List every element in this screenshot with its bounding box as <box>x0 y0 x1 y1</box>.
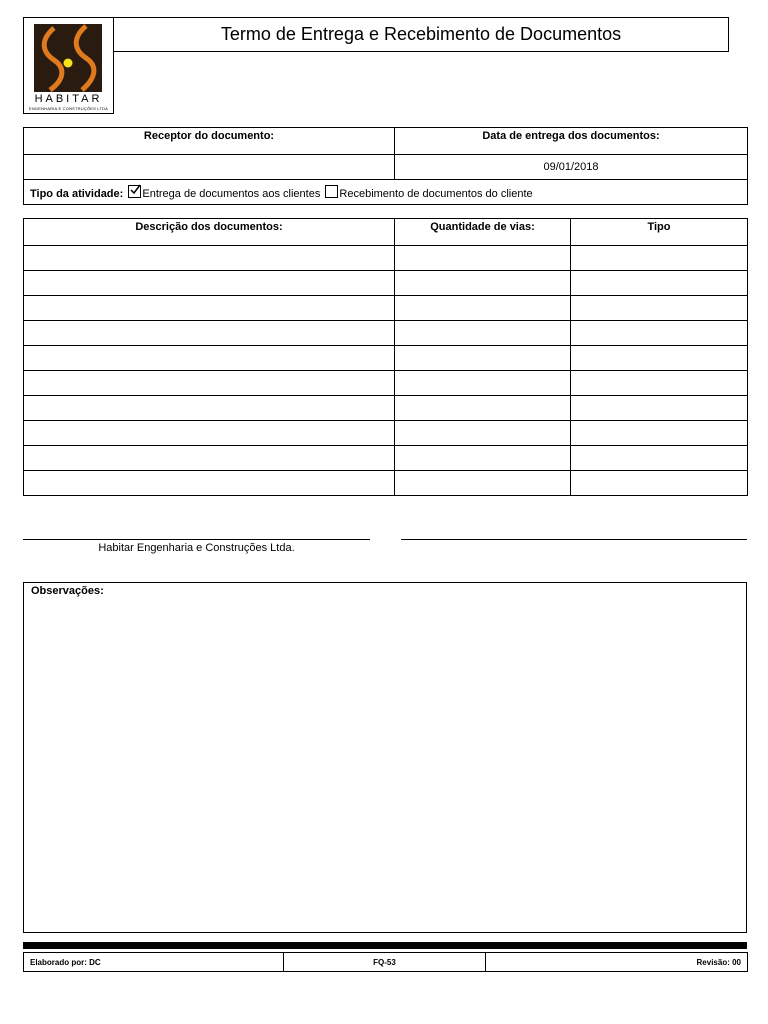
table-row <box>24 421 748 446</box>
date-label: Data de entrega dos documentos: <box>395 128 748 155</box>
descricao-cell[interactable] <box>24 371 395 396</box>
tipo-cell[interactable] <box>571 446 748 471</box>
observations-box[interactable] <box>23 582 747 933</box>
quantidade-cell[interactable] <box>395 396 571 421</box>
quantidade-cell[interactable] <box>395 246 571 271</box>
table-row <box>24 246 748 271</box>
quantidade-cell[interactable] <box>395 421 571 446</box>
info-table <box>23 127 748 205</box>
documents-table <box>23 218 748 496</box>
logo-subtitle: ENGENHARIA E CONSTRUÇÕES LTDA <box>28 106 109 111</box>
tipo-cell[interactable] <box>571 371 748 396</box>
descricao-cell[interactable] <box>24 271 395 296</box>
signature-company-label: Habitar Engenharia e Construções Ltda. <box>98 542 295 554</box>
date-field[interactable]: 09/01/2018 <box>395 155 748 180</box>
header-quantidade: Quantidade de vias: <box>395 219 571 246</box>
activity-label: Tipo da atividade: <box>30 187 124 200</box>
tipo-cell[interactable] <box>571 321 748 346</box>
header-tipo: Tipo <box>571 219 748 246</box>
logo-name: HABITAR <box>34 93 103 105</box>
quantidade-cell[interactable] <box>395 346 571 371</box>
receptor-field[interactable] <box>24 155 395 180</box>
document-title: Termo de Entrega e Recebimento de Documentos <box>113 17 729 52</box>
company-logo <box>23 17 114 114</box>
checkbox-recebimento[interactable] <box>325 185 338 198</box>
quantidade-cell[interactable] <box>395 446 571 471</box>
signature-line-company[interactable] <box>23 539 370 540</box>
option-entrega-label: Entrega de documentos aos clientes <box>142 187 321 200</box>
footer-divider <box>23 942 747 949</box>
tipo-cell[interactable] <box>571 271 748 296</box>
habitar-logo-mark <box>34 24 102 92</box>
quantidade-cell[interactable] <box>395 296 571 321</box>
tipo-cell[interactable] <box>571 346 748 371</box>
table-row <box>24 321 748 346</box>
descricao-cell[interactable] <box>24 421 395 446</box>
table-row <box>24 471 748 496</box>
receptor-label: Receptor do documento: <box>24 128 395 155</box>
footer-revisao: Revisão: 00 <box>486 953 748 972</box>
table-row <box>24 271 748 296</box>
option-recebimento-label: Recebimento de documentos do cliente <box>339 187 533 200</box>
tipo-cell[interactable] <box>571 421 748 446</box>
signature-line-receiver[interactable] <box>401 539 747 540</box>
descricao-cell[interactable] <box>24 246 395 271</box>
footer-elaborado: Elaborado por: DC <box>24 953 284 972</box>
descricao-cell[interactable] <box>24 446 395 471</box>
header-descricao: Descrição dos documentos: <box>24 219 395 246</box>
descricao-cell[interactable] <box>24 471 395 496</box>
tipo-cell[interactable] <box>571 471 748 496</box>
activity-row <box>24 180 748 205</box>
footer-table <box>23 952 748 972</box>
tipo-cell[interactable] <box>571 296 748 321</box>
tipo-cell[interactable] <box>571 396 748 421</box>
quantidade-cell[interactable] <box>395 321 571 346</box>
checkbox-entrega[interactable] <box>128 185 141 198</box>
checkmark-icon <box>129 184 141 196</box>
descricao-cell[interactable] <box>24 296 395 321</box>
quantidade-cell[interactable] <box>395 471 571 496</box>
tipo-cell[interactable] <box>571 246 748 271</box>
quantidade-cell[interactable] <box>395 371 571 396</box>
table-row <box>24 446 748 471</box>
table-row <box>24 346 748 371</box>
observations-label: Observações: <box>31 585 104 597</box>
descricao-cell[interactable] <box>24 346 395 371</box>
footer-code: FQ-53 <box>284 953 486 972</box>
descricao-cell[interactable] <box>24 396 395 421</box>
table-row <box>24 371 748 396</box>
quantidade-cell[interactable] <box>395 271 571 296</box>
table-row <box>24 396 748 421</box>
table-row <box>24 296 748 321</box>
descricao-cell[interactable] <box>24 321 395 346</box>
